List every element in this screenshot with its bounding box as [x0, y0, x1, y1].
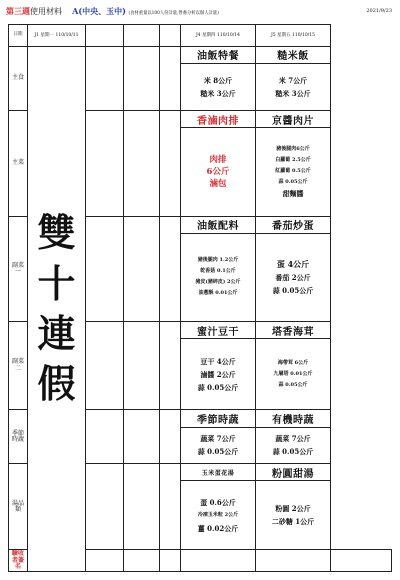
- empty-cell: [124, 322, 160, 410]
- holiday-char: 十: [37, 260, 76, 306]
- ingredient-line: 九層塔 0.01公斤: [273, 370, 313, 377]
- ingredient-line: 蛋 0.6公斤: [200, 497, 236, 507]
- ingredient-line: 蒜 0.05公斤: [272, 285, 314, 295]
- ingredients-main-fri: [256, 128, 331, 216]
- date-row: [9, 25, 392, 47]
- empty-cell: [124, 111, 160, 217]
- ingredient-line: 番茄 2公斤: [275, 272, 311, 282]
- ingredient-line: 蒜 0.05公斤: [272, 447, 314, 457]
- ingredient-line: 蒜 0.05公斤: [278, 179, 308, 186]
- empty-cell: [86, 216, 124, 322]
- ingredient-line: 蔬菜 7公斤: [200, 434, 236, 444]
- ingredients-side1-fri: [256, 233, 331, 321]
- holiday-char: 連: [37, 310, 76, 356]
- ingredient-line: 蒜 0.05公斤: [197, 382, 239, 392]
- ingredients-side1-thu: [181, 233, 256, 321]
- empty-cell: [160, 46, 181, 111]
- ingredient-line: 蛋 4公斤: [276, 258, 310, 269]
- ingredient-line: 紅蘿蔔 0.5公斤: [275, 168, 311, 175]
- ingredient-line: 糙米 3公斤: [200, 88, 236, 98]
- print-date: 2021/9/23: [366, 8, 392, 14]
- dish-veg-fri: 有機時蔬: [256, 410, 331, 427]
- header-title: 使用材料: [30, 7, 62, 16]
- category-staple: 主食: [9, 46, 28, 111]
- ingredients-main-thu: [181, 128, 256, 216]
- ingredient-line: 滷包: [209, 178, 227, 189]
- empty-cell: [86, 46, 124, 111]
- ingredient-line: 白蘿蔔 2.5公斤: [275, 157, 311, 164]
- page-header: [6, 6, 394, 20]
- ingredients-side2-thu: [181, 339, 256, 410]
- ingredient-line: 蒜 0.05公斤: [197, 447, 239, 457]
- ingredients-veg-fri: [256, 427, 331, 464]
- dish-side2-thu: 蜜汁豆干: [181, 322, 256, 339]
- ingredient-line: 蔬菜 7公斤: [275, 434, 311, 444]
- ingredient-line: 豬後腿肉6公斤: [276, 146, 310, 153]
- empty-cell: [160, 216, 181, 322]
- date-col-gap: [160, 25, 181, 47]
- category-side1: 副菜一: [9, 216, 28, 322]
- date-col5: J5 星期五 110/10/15: [256, 25, 331, 47]
- empty-cell: [86, 410, 124, 464]
- holiday-char: 雙: [37, 210, 76, 256]
- ingredient-line: 蒜 0.05公斤: [278, 381, 308, 388]
- holiday-banner: [28, 46, 86, 571]
- ingredient-line: 薑 0.02公斤: [197, 523, 239, 533]
- ingredient-line: 油蔥酥 0.01公斤: [198, 290, 238, 297]
- dish-soup-thu: 玉米蛋花湯: [181, 464, 256, 481]
- category-soup: 湯品類: [9, 464, 28, 550]
- ingredient-line: 海帶茸 6公斤: [277, 359, 309, 366]
- dish-side1-thu: 油飯配料: [181, 216, 256, 233]
- signature-cell: [160, 550, 181, 572]
- dish-main-thu: 香滷肉排: [181, 111, 256, 128]
- signature-label: 驗收者簽名: [9, 550, 28, 572]
- date-col1: J1 星期一 110/10/11: [28, 25, 86, 47]
- ingredient-line: 乾香菇 0.1公斤: [200, 268, 236, 275]
- empty-cell: [124, 216, 160, 322]
- ingredient-line: 二砂糖 1公斤: [271, 517, 315, 527]
- ingredient-line: 6公斤: [206, 166, 230, 177]
- ingredient-line: 甜麵醬: [282, 189, 304, 199]
- empty-cell: [86, 464, 124, 550]
- date-col2: [86, 25, 124, 47]
- date-col3: [124, 25, 160, 47]
- ingredients-staple-thu: [181, 63, 256, 110]
- ingredients-staple-fri: [256, 63, 331, 110]
- menu-table: [8, 24, 392, 572]
- holiday-char: 假: [37, 360, 76, 406]
- weight-note: (食材重量以100人份計量,營養分析以個人計量): [128, 11, 219, 16]
- ingredient-line: 米 8公斤: [203, 75, 233, 85]
- category-veg: 季節時蔬: [9, 410, 28, 464]
- category-main: 主菜: [9, 111, 28, 217]
- ingredient-line: 糙米 3公斤: [275, 88, 311, 98]
- empty-cell: [160, 111, 181, 217]
- ingredient-line: 滷醬 2公斤: [200, 369, 236, 379]
- ingredient-line: 米 7公斤: [278, 75, 308, 85]
- ingredient-line: 豆干 4公斤: [200, 356, 236, 366]
- dish-main-fri: 京醬肉片: [256, 111, 331, 128]
- ingredients-veg-thu: [181, 427, 256, 464]
- empty-cell: [124, 464, 160, 550]
- signature-cell: [181, 550, 256, 572]
- empty-cell: [160, 464, 181, 550]
- category-side2: 副菜二: [9, 322, 28, 410]
- dish-veg-thu: 季節時蔬: [181, 410, 256, 427]
- empty-cell: [160, 410, 181, 464]
- date-col4: J4 星期四 110/10/14: [181, 25, 256, 47]
- signature-cell: [86, 550, 124, 572]
- signature-cell: [256, 550, 331, 572]
- ingredient-line: 粉圓 2公斤: [275, 504, 311, 514]
- ingredient-line: 豬皮(豬碎皮) 2公斤: [195, 279, 241, 286]
- date-corner-label: 日期: [9, 25, 28, 47]
- signature-cell: [331, 550, 392, 572]
- dish-staple-fri: 糙米飯: [256, 46, 331, 63]
- week-label: 第三週: [6, 6, 30, 16]
- ingredient-line: 豬後腿肉 1.2公斤: [197, 257, 239, 264]
- empty-cell: [160, 322, 181, 410]
- empty-cell: [86, 322, 124, 410]
- signature-cell: [124, 550, 160, 572]
- ingredients-side2-fri: [256, 339, 331, 410]
- dish-side1-fri: 番茄炒蛋: [256, 216, 331, 233]
- empty-cell: [124, 410, 160, 464]
- ingredient-line: 冷凍玉米粒 2公斤: [197, 511, 239, 518]
- dish-side2-fri: 塔香海茸: [256, 322, 331, 339]
- ingredient-line: 肉排: [209, 154, 227, 165]
- empty-cell: [124, 46, 160, 111]
- empty-cell: [86, 111, 124, 217]
- dish-soup-fri: 粉圓甜湯: [256, 464, 331, 481]
- menu-set-label: A(中央、玉中): [72, 6, 126, 16]
- dish-staple-thu: 油飯特餐: [181, 46, 256, 63]
- ingredients-soup-thu: [181, 481, 256, 550]
- ingredients-soup-fri: [256, 481, 331, 550]
